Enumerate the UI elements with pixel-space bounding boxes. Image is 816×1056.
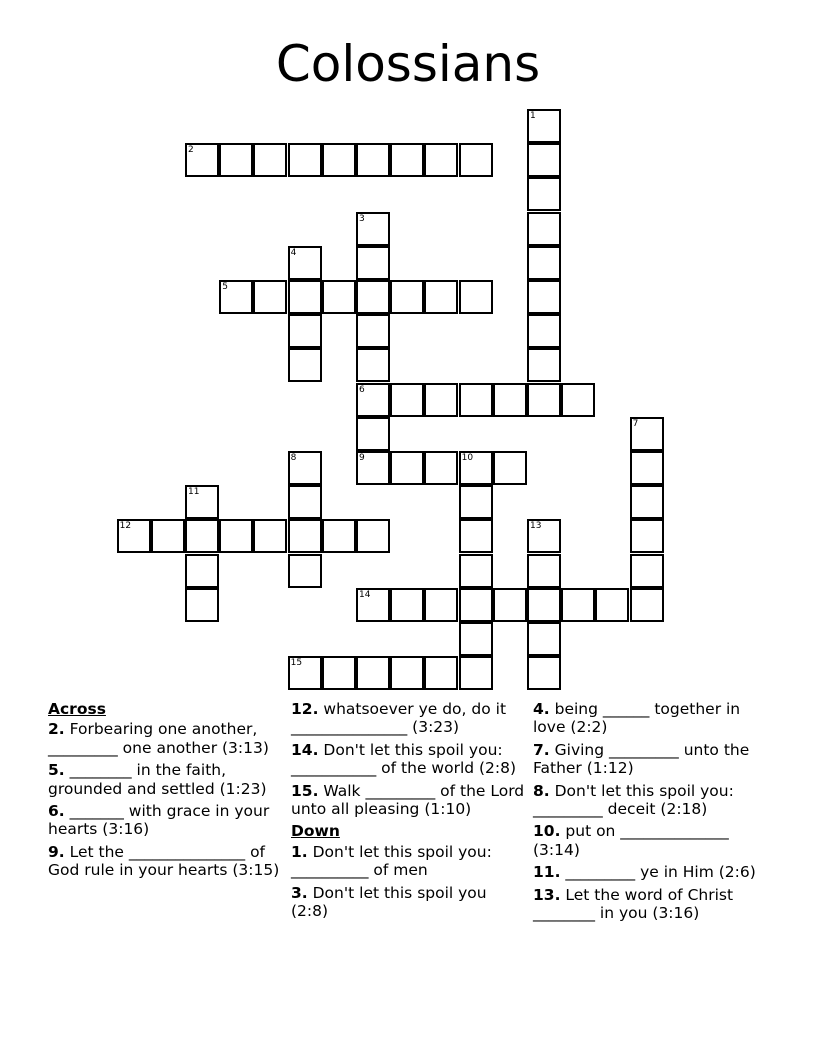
grid-cell[interactable]: [288, 314, 322, 348]
grid-cell[interactable]: [356, 280, 390, 314]
down-clue-3: 3. Don't let this spoil you (2:8): [291, 883, 487, 921]
cell-number: 8: [290, 453, 297, 463]
grid-cell[interactable]: [459, 656, 493, 690]
down-clue-7: 7. Giving _________ unto the Father (1:12): [533, 740, 750, 778]
grid-cell[interactable]: [253, 519, 287, 553]
cell-number: 5: [222, 282, 228, 292]
grid-cell[interactable]: [527, 212, 561, 246]
grid-cell[interactable]: [288, 485, 322, 519]
grid-cell[interactable]: [185, 485, 219, 519]
grid-cell[interactable]: [527, 280, 561, 314]
down-clue-11: 11. _________ ye in Him (2:6): [533, 863, 756, 882]
grid-cell[interactable]: [322, 280, 356, 314]
grid-cell[interactable]: [151, 519, 185, 553]
grid-cell[interactable]: [356, 451, 390, 485]
grid-cell[interactable]: [459, 588, 493, 622]
grid-cell[interactable]: [459, 519, 493, 553]
grid-cell[interactable]: [561, 588, 595, 622]
down-heading: Down: [291, 822, 340, 841]
grid-cell[interactable]: [390, 383, 424, 417]
grid-cell[interactable]: [527, 622, 561, 656]
grid-cell[interactable]: [288, 451, 322, 485]
cell-number: 11: [188, 487, 200, 498]
grid-cell[interactable]: [527, 519, 561, 553]
grid-cell[interactable]: [219, 143, 253, 177]
grid-cell[interactable]: [630, 554, 664, 588]
grid-cell[interactable]: [356, 348, 390, 382]
grid-cell[interactable]: [288, 348, 322, 382]
down-clue-13: 13. Let the word of Christ ________ in you (3:16): [533, 885, 734, 923]
grid-cell[interactable]: [630, 451, 664, 485]
across-clue-5: 5. ________ in the faith, grounded and settled (1:23): [48, 761, 267, 798]
grid-cell[interactable]: [493, 383, 527, 417]
grid-cell[interactable]: [527, 588, 561, 622]
grid-cell[interactable]: [459, 622, 493, 656]
grid-cell[interactable]: [356, 212, 390, 246]
grid-cell[interactable]: [288, 554, 322, 588]
grid-cell[interactable]: [356, 656, 390, 690]
grid-cell[interactable]: [356, 246, 390, 280]
grid-cell[interactable]: [527, 177, 561, 211]
cell-number: 12: [119, 521, 132, 532]
grid-cell[interactable]: [595, 588, 629, 622]
grid-cell[interactable]: [185, 143, 219, 177]
grid-cell[interactable]: [459, 280, 493, 314]
across-clue-15: 15. Walk _________ of the Lord unto all pleasing (1:10): [291, 781, 525, 819]
clue-column-2: [291, 700, 527, 924]
grid-cell[interactable]: [185, 519, 219, 553]
down-clue-8: 8. Don't let this spoil you: _________ deceit (2:18): [533, 781, 734, 819]
cell-number: 9: [359, 453, 365, 463]
grid-cell[interactable]: [527, 143, 561, 177]
grid-cell[interactable]: [185, 554, 219, 588]
grid-cell[interactable]: [493, 588, 527, 622]
across-clue-14: 14. Don't let this spoil you: ___________ of the world (2:8): [291, 740, 517, 778]
grid-cell[interactable]: [322, 656, 356, 690]
cell-number: 13: [530, 521, 542, 532]
grid-cell[interactable]: [424, 656, 458, 690]
grid-cell[interactable]: [527, 383, 561, 417]
across-clue-9: 9. Let the _______________ of God rule in your hearts (3:15): [48, 842, 280, 880]
grid-cell[interactable]: [356, 314, 390, 348]
grid-cell[interactable]: [459, 451, 493, 485]
grid-cell[interactable]: [630, 417, 664, 451]
grid-cell[interactable]: [561, 383, 595, 417]
grid-cell[interactable]: [424, 280, 458, 314]
grid-cell[interactable]: [356, 383, 390, 417]
grid-cell[interactable]: [288, 246, 322, 280]
grid-cell[interactable]: [424, 143, 458, 177]
grid-cell[interactable]: [356, 588, 390, 622]
across-clue-2: 2. Forbearing one another, _________ one another (3:13): [48, 720, 269, 757]
across-clue-12: 12. whatsoever ye do, do it _______________ (3:23): [291, 700, 507, 737]
across-heading: Across: [48, 700, 106, 718]
grid-cell[interactable]: [527, 656, 561, 690]
cell-number: 4: [290, 247, 297, 258]
grid-cell[interactable]: [322, 519, 356, 553]
grid-cell[interactable]: [356, 519, 390, 553]
grid-cell[interactable]: [527, 109, 561, 143]
grid-cell[interactable]: [493, 451, 527, 485]
grid-cell[interactable]: [322, 143, 356, 177]
cell-number: 15: [290, 658, 303, 669]
grid-cell[interactable]: [527, 314, 561, 348]
down-clue-10: 10. put on ______________ (3:14): [533, 822, 729, 859]
grid-cell[interactable]: [630, 519, 664, 553]
grid-cell[interactable]: [527, 554, 561, 588]
grid-cell[interactable]: [424, 383, 458, 417]
grid-cell[interactable]: [219, 519, 253, 553]
grid-cell[interactable]: [527, 348, 561, 382]
cell-number: 2: [188, 145, 194, 156]
down-clue-4: 4. being ______ together in love (2:2): [533, 700, 741, 737]
grid-cell[interactable]: [459, 554, 493, 588]
grid-cell[interactable]: [185, 588, 219, 622]
grid-cell[interactable]: [459, 143, 493, 177]
grid-cell[interactable]: [527, 246, 561, 280]
cell-number: 1: [530, 111, 536, 121]
down-clue-1: 1. Don't let this spoil you: __________ of men: [291, 842, 492, 880]
grid-cell[interactable]: [630, 588, 664, 622]
grid-cell[interactable]: [356, 143, 390, 177]
cell-number: 6: [359, 384, 365, 395]
grid-cell[interactable]: [288, 143, 322, 177]
grid-cell[interactable]: [424, 451, 458, 485]
grid-cell[interactable]: [390, 280, 424, 314]
grid-cell[interactable]: [253, 280, 287, 314]
grid-cell[interactable]: [288, 656, 322, 690]
grid-cell[interactable]: [390, 588, 424, 622]
grid-cell[interactable]: [288, 280, 322, 314]
grid-cell[interactable]: [630, 485, 664, 519]
grid-cell[interactable]: [356, 417, 390, 451]
cell-number: 14: [359, 589, 371, 600]
grid-cell[interactable]: [390, 451, 424, 485]
grid-cell[interactable]: [424, 588, 458, 622]
page-title: Colossians: [275, 35, 541, 93]
grid-cell[interactable]: [219, 280, 253, 314]
cell-number: 10: [461, 453, 474, 463]
grid-cell[interactable]: [288, 519, 322, 553]
grid-cell[interactable]: [253, 143, 287, 177]
grid-cell[interactable]: [117, 519, 151, 553]
across-clue-6: 6. _______ with grace in your hearts (3:16): [48, 802, 270, 839]
cell-number: 3: [359, 213, 365, 224]
clue-column-1: [48, 700, 284, 884]
cell-number: 7: [632, 418, 639, 429]
grid-cell[interactable]: [459, 485, 493, 519]
clue-column-3: [533, 700, 769, 926]
grid-cell[interactable]: [390, 656, 424, 690]
grid-cell[interactable]: [459, 383, 493, 417]
grid-cell[interactable]: [390, 143, 424, 177]
